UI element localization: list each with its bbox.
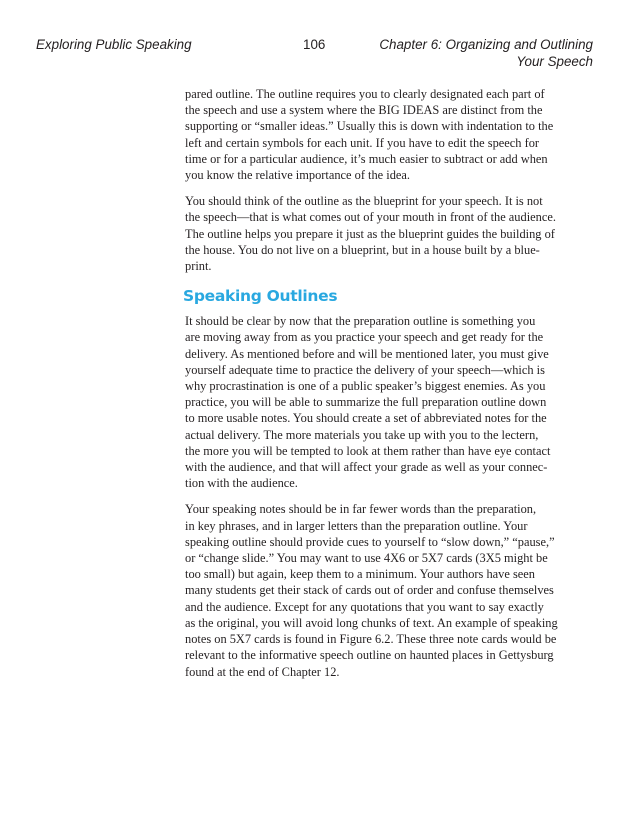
book-title: Exploring Public Speaking bbox=[36, 37, 192, 52]
page-number: 106 bbox=[303, 37, 326, 52]
text-line: as the original, you will avoid long chunks of text. An example of speaking bbox=[185, 615, 558, 630]
text-line: the more you will be tempted to look at them rather than have eye contact bbox=[185, 443, 551, 458]
section-heading-speaking-outlines: Speaking Outlines bbox=[183, 287, 338, 306]
text-line: you know the relative importance of the idea. bbox=[185, 168, 411, 183]
text-line: notes on 5X7 cards is found in Figure 6.2. These three note cards would be bbox=[185, 632, 557, 647]
text-line: the speech and use a system where the BIG IDEAS are distinct from the bbox=[185, 103, 543, 118]
page-body bbox=[185, 86, 593, 690]
text-line: too small) but again, keep them to a minimum. Your authors have seen bbox=[185, 567, 535, 582]
text-line: found at the end of Chapter 12. bbox=[185, 664, 340, 679]
chapter-title-line-2: Your Speech bbox=[516, 54, 593, 69]
chapter-title bbox=[353, 36, 593, 70]
text-line: to more usable notes. You should create a set of abbreviated notes for the bbox=[185, 411, 547, 426]
text-line: delivery. As mentioned before and will be mentioned later, you must give bbox=[185, 346, 549, 361]
paragraph-speaking-outline-intro bbox=[185, 313, 593, 491]
paragraph-outline-structure bbox=[185, 86, 593, 183]
text-line: yourself adequate time to practice the delivery of your speech—which is bbox=[185, 362, 545, 377]
text-line: why procrastination is one of a public speaker’s biggest enemies. As you bbox=[185, 379, 546, 394]
text-line: Your speaking notes should be in far fewer words than the preparation, bbox=[185, 502, 537, 517]
text-line: speaking outline should provide cues to yourself to “slow down,” “pause,” bbox=[185, 534, 555, 549]
text-line: or “change slide.” You may want to use 4X6 or 5X7 cards (3X5 might be bbox=[185, 551, 548, 566]
text-line: actual delivery. The more materials you take up with you to the lectern, bbox=[185, 427, 539, 442]
text-line: many students get their stack of cards out of order and confuse themselves bbox=[185, 583, 554, 598]
text-line: tion with the audience. bbox=[185, 476, 298, 491]
text-line: You should think of the outline as the blueprint for your speech. It is not bbox=[185, 194, 543, 209]
paragraph-outline-blueprint bbox=[185, 193, 593, 274]
text-line: pared outline. The outline requires you to clearly designated each part of bbox=[185, 87, 545, 101]
text-line: the speech—that is what comes out of your mouth in front of the audience. bbox=[185, 210, 556, 225]
text-line: in key phrases, and in larger letters than the preparation outline. Your bbox=[185, 518, 528, 533]
text-line: are moving away from as you practice your speech and get ready for the bbox=[185, 330, 544, 345]
text-line: supporting or “smaller ideas.” Usually this is down with indentation to the bbox=[185, 119, 554, 134]
text-line: time or for a particular audience, it’s much easier to subtract or add when bbox=[185, 151, 548, 166]
chapter-title-line-1: Chapter 6: Organizing and Outlining bbox=[379, 37, 593, 52]
text-line: and the audience. Except for any quotations that you want to say exactly bbox=[185, 599, 544, 614]
running-header bbox=[0, 36, 630, 72]
text-line: print. bbox=[185, 259, 212, 274]
text-line: The outline helps you prepare it just as the blueprint guides the building of bbox=[185, 226, 555, 241]
text-line: left and certain symbols for each unit. If you have to edit the speech for bbox=[185, 135, 540, 150]
text-line: It should be clear by now that the preparation outline is something you bbox=[185, 314, 536, 329]
text-line: relevant to the informative speech outline on haunted places in Gettysburg bbox=[185, 648, 554, 663]
text-line: the house. You do not live on a blueprint, but in a house built by a blue- bbox=[185, 242, 540, 257]
text-line: practice, you will be able to summarize the full preparation outline down bbox=[185, 395, 547, 410]
paragraph-speaking-notes bbox=[185, 501, 593, 679]
text-line: with the audience, and that will affect your grade as well as your connec- bbox=[185, 460, 548, 475]
